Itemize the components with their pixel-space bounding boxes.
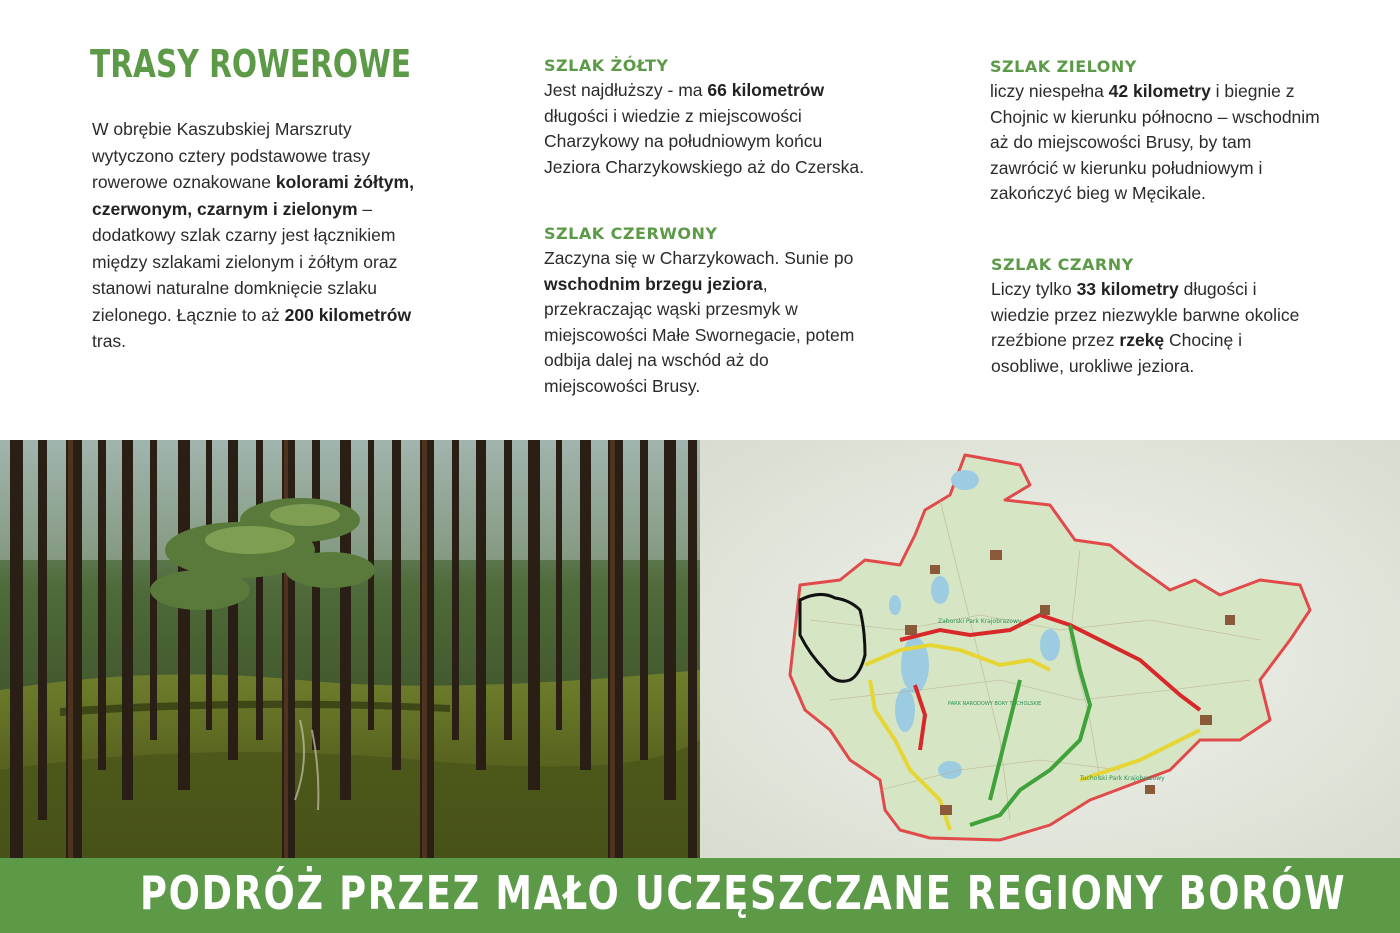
banner-title: PODRÓŻ PRZEZ MAŁO UCZĘSZCZANE REGIONY BORÓW — [140, 866, 1347, 920]
photo-strip — [0, 440, 1400, 858]
trail-red-text: Zaczyna się w Charzykowach. Sunie po wschodnim brzegu jeziora, przekraczając wąski przesmyk w miejscowości Małe Swornegacie, potem odbija dalej na wschód aż do miejscowości Brusy. — [544, 248, 855, 396]
trail-black-heading: SZLAK CZARNY — [991, 255, 1134, 274]
intro-paragraph: W obrębie Kaszubskiej Marszruty wytyczono cztery podstawowe trasy rowerowe oznakowane kolorami żółtym, czerwonym, czarnym i zielonym – dodatkowy szlak czarny jest łącznikiem między szlakami zielonym i żółtym oraz stanowi naturalne domknięcie szlaku zielonego. Łącznie to aż 200 kilometrów tras. — [92, 119, 414, 351]
bottom-banner — [0, 858, 1400, 933]
map-park-label-zaborski: Zaborski Park Krajobrazowy — [938, 618, 1022, 625]
intro-total-bold: 200 kilometrów — [284, 304, 412, 325]
trail-green-section — [990, 55, 1320, 207]
trail-green-heading: SZLAK ZIELONY — [990, 57, 1137, 76]
map-park-label-national: PARK NARODOWY BORY TUCHOLSKIE — [948, 701, 1042, 707]
trail-yellow-heading: SZLAK ŻÓŁTY — [544, 56, 669, 75]
map-park-label-tucholski: Tucholski Park Krajobrazowy — [1080, 775, 1165, 782]
trail-yellow-section — [544, 54, 866, 180]
trail-red-heading: SZLAK CZERWONY — [544, 224, 718, 243]
page-title: TRASY ROWEROWE — [90, 42, 412, 86]
trail-black-section — [991, 253, 1301, 379]
trail-yellow-text: Jest najdłuższy - ma 66 kilometrów długości i wiedzie z miejscowości Charzykowy na południowym końcu Jeziora Charzykowskiego aż do Czerska. — [544, 80, 864, 177]
trail-black-text: Liczy tylko 33 kilometry długości i wiedzie przez niezwykle barwne okolice rzeźbione przez rzekę Chocinę i osobliwe, urokliwe jeziora. — [991, 279, 1300, 376]
trail-red-section — [544, 222, 866, 399]
forest-photo — [0, 440, 700, 858]
trail-map-image — [700, 440, 1400, 858]
trail-green-text: liczy niespełna 42 kilometry i biegnie z Chojnic w kierunku północno – wschodnim aż do miejscowości Brusy, by tam zawrócić w kierunku południowym i zakończyć bieg w Męcikale. — [990, 81, 1320, 203]
intro-colors-bold: kolorami żółtym, czerwonym, czarnym i zielonym — [92, 172, 414, 219]
